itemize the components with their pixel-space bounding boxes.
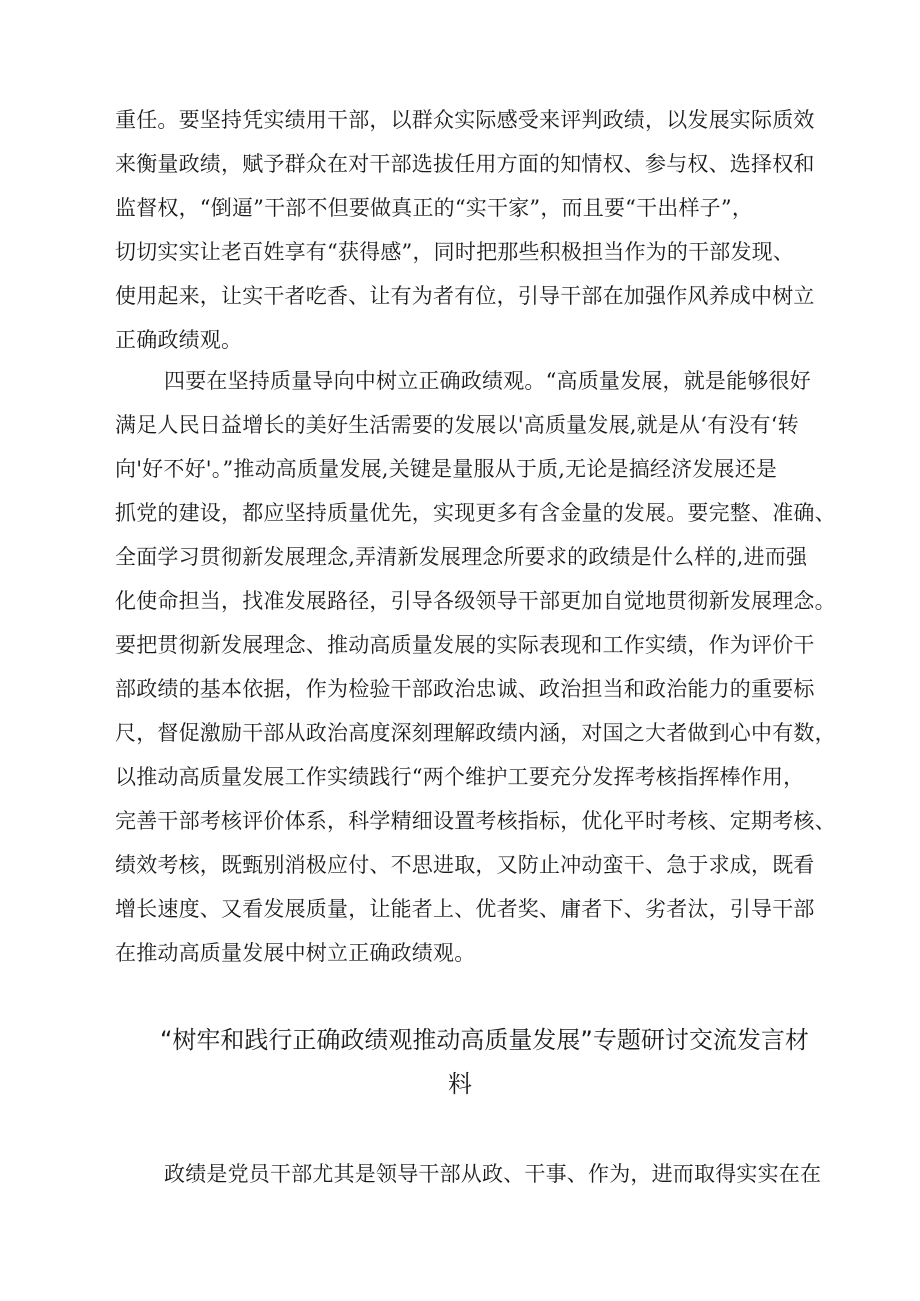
- paragraph-2-line-4: 抓党的建设，都应坚持质量优先，实现更多有含金量的发展。要完整、准确、: [115, 501, 836, 525]
- paragraph-1-line-6: 正确政绩观。: [115, 328, 243, 352]
- paragraph-2-line-13: 增长速度、又看发展质量，让能者上、优者奖、庸者下、劣者汰，引导干部: [115, 897, 815, 921]
- paragraph-2-line-5: 全面学习贯彻新发展理念,弄清新发展理念所要求的政绩是什么样的,进而强: [115, 545, 808, 569]
- paragraph-1-line-4: 切切实实让老百姓享有“获得感”，同时把那些积极担当作为的干部发现、: [115, 240, 795, 264]
- paragraph-2-line-10: 以推动高质量发展工作实绩践行“两个维护工要充分发挥考核指挥棒作用，: [115, 765, 805, 789]
- paragraph-2-line-3: 向'好不好'。”推动高质量发展,关键是量服从于质,无论是搞经济发展还是: [115, 457, 778, 481]
- paragraph-3-line-1: 政绩是党员干部尤其是领导干部从政、干事、作为，进而取得实实在在: [164, 1162, 822, 1186]
- section-title-line-2: 料: [448, 1070, 472, 1098]
- paragraph-2-line-14: 在推动高质量发展中树立正确政绩观。: [115, 941, 476, 965]
- paragraph-2-line-8: 部政绩的基本依据，作为检验干部政治忠诚、政治担当和政治能力的重要标: [115, 677, 815, 701]
- paragraph-2-line-11: 完善干部考核评价体系，科学精细设置考核指标，优化平时考核、定期考核、: [115, 809, 836, 833]
- paragraph-2-line-1: 四要在坚持质量导向中树立正确政绩观。“高质量发展，就是能够很好: [164, 369, 811, 393]
- paragraph-2-line-12: 绩效考核，既甄别消极应付、不思进取，又防止冲动蛮干、急于求成，既看: [115, 853, 815, 877]
- paragraph-1-line-2: 来衡量政绩，赋予群众在对干部选拔任用方面的知情权、参与权、选择权和: [115, 152, 815, 176]
- paragraph-2-line-2: 满足人民日益增长的美好生活需要的发展以'高质量发展,就是从‘有没有‘转: [115, 413, 799, 437]
- paragraph-1-line-3: 监督权，“倒逼”干部不但要做真正的“实干家”，而且要“干出样子”，: [115, 196, 754, 220]
- paragraph-1-line-1: 重任。要坚持凭实绩用干部，以群众实际感受来评判政绩，以发展实际质效: [115, 108, 815, 132]
- paragraph-2-line-9: 尺，督促激励干部从政治高度深刻理解政绩内涵，对国之大者做到心中有数，: [115, 721, 836, 745]
- paragraph-2-line-7: 要把贯彻新发展理念、推动高质量发展的实际表现和工作实绩，作为评价干: [115, 633, 815, 657]
- paragraph-2-line-6: 化使命担当，找准发展路径，引导各级领导干部更加自觉地贯彻新发展理念。: [115, 589, 836, 613]
- paragraph-1-line-5: 使用起来，让实干者吃香、让有为者有位，引导干部在加强作风养成中树立: [115, 284, 815, 308]
- section-title-line-1: “树牢和践行正确政绩观推动高质量发展”专题研讨交流发言材: [160, 1026, 809, 1054]
